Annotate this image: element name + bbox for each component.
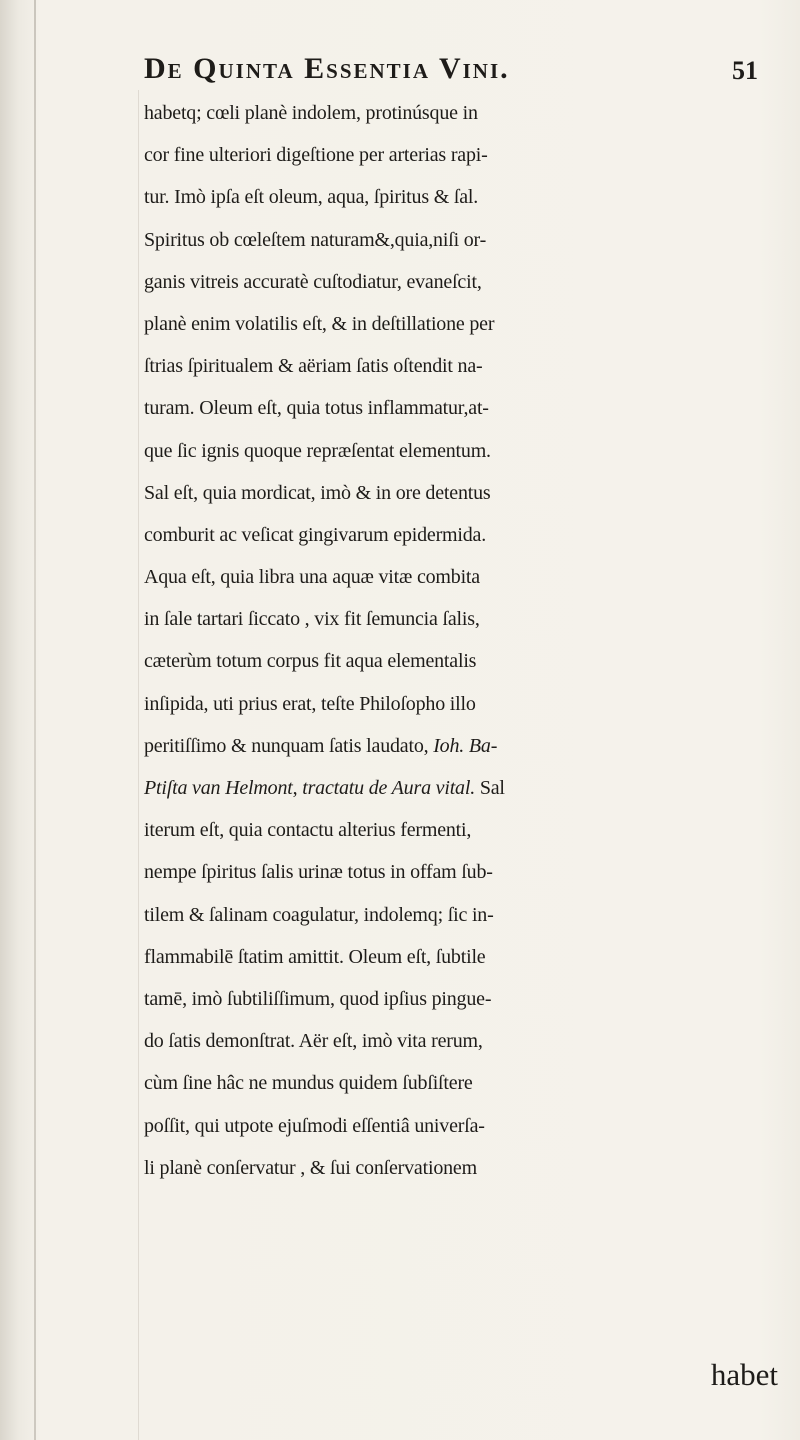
- text-line: [144, 894, 784, 936]
- text-segment: ſtrias ſpiritualem & aëriam ſatis oſtendit na-: [144, 355, 483, 378]
- text-segment: peritiſſimo & nunquam ſatis laudato,: [144, 734, 429, 757]
- text-segment: iterum eſt, quia contactu alterius fermenti,: [144, 819, 472, 842]
- text-segment: li planè conſervatur , & ſui conſervationem: [144, 1156, 477, 1179]
- text-line: [144, 219, 784, 261]
- text-segment: poſſit, qui utpote ejuſmodi eſſentiâ univerſa-: [144, 1114, 485, 1137]
- text-segment: cùm ſine hâc ne mundus quidem ſubſiſtere: [144, 1072, 473, 1095]
- text-line: [144, 1062, 784, 1104]
- text-line: [144, 176, 784, 218]
- page-header: [144, 44, 784, 92]
- text-line: [144, 683, 784, 725]
- text-segment: nempe ſpiritus ſalis urinæ totus in offam ſub-: [144, 861, 493, 884]
- text-segment: comburit ac veſicat gingivarum epidermida.: [144, 523, 487, 546]
- text-segment: tamē, imò ſubtiliſſimum, quod ipſius pingue-: [144, 987, 492, 1010]
- text-line: [144, 1147, 784, 1189]
- text-segment: Aqua eſt, quia libra una aquæ vitæ combita: [144, 566, 480, 589]
- text-line: [144, 514, 784, 556]
- page-number: 51: [732, 56, 758, 85]
- text-line: [144, 472, 784, 514]
- text-segment: cor fine ulteriori digeſtione per arterias rapi-: [144, 144, 488, 167]
- text-line: [144, 556, 784, 598]
- text-line: [144, 387, 784, 429]
- text-segment: ,: [292, 777, 303, 799]
- text-line: [144, 978, 784, 1020]
- binding-gutter: [34, 0, 36, 1440]
- text-line: [144, 92, 784, 134]
- text-segment: do ſatis demonſtrat. Aër eſt, imò vita rerum,: [144, 1030, 483, 1053]
- text-segment: Sal eſt, quia mordicat, imò & in ore detentus: [144, 481, 491, 504]
- text-line: [144, 936, 784, 978]
- text-segment: ganis vitreis accuratè cuſtodiatur, evaneſcit,: [144, 270, 482, 293]
- text-line: [144, 430, 784, 472]
- italic-segment: Ioh. Ba-: [428, 734, 498, 757]
- text-segment: turam. Oleum eſt, quia totus inflammatur,at-: [144, 397, 489, 420]
- text-line: [144, 1105, 784, 1147]
- text-line: [144, 809, 784, 851]
- text-segment: Spiritus ob cœleſtem naturam&,quia,niſi or-: [144, 228, 487, 251]
- text-line: [144, 851, 784, 893]
- text-segment: planè enim volatilis eſt, & in deſtillatione per: [144, 312, 495, 335]
- running-title: De Quinta Essentia Vini.: [144, 52, 510, 85]
- text-line: [144, 1020, 784, 1062]
- text-line: [144, 725, 784, 767]
- text-line: [144, 261, 784, 303]
- text-segment: tilem & ſalinam coagulatur, indolemq; ſic in-: [144, 903, 494, 926]
- italic-segment: tractatu de Aura vital.: [302, 777, 476, 799]
- text-line: [144, 134, 784, 176]
- text-line: [144, 767, 784, 809]
- text-segment: in ſale tartari ſiccato , vix fit ſemuncia ſalis,: [144, 608, 480, 631]
- text-segment: inſipida, uti prius erat, teſte Philoſopho illo: [144, 692, 476, 715]
- text-segment: habetq; cœli planè indolem, protinúsque in: [144, 102, 478, 124]
- facing-page-shadow: [138, 90, 139, 1440]
- catchword: habet: [710, 1357, 778, 1392]
- text-segment: Sal: [475, 777, 505, 799]
- italic-segment: Ptiſta van Helmont: [144, 777, 293, 799]
- text-segment: cæterùm totum corpus fit aqua elementalis: [144, 650, 477, 673]
- text-line: [144, 640, 784, 682]
- text-line: [144, 598, 784, 640]
- body-text: [144, 92, 784, 1189]
- text-line: [144, 345, 784, 387]
- text-segment: que ſic ignis quoque repræſentat elementum.: [144, 439, 491, 462]
- text-segment: flammabilē ſtatim amittit. Oleum eſt, ſubtile: [144, 945, 486, 968]
- text-line: [144, 303, 784, 345]
- text-segment: tur. Imò ipſa eſt oleum, aqua, ſpiritus & ſal.: [144, 186, 479, 209]
